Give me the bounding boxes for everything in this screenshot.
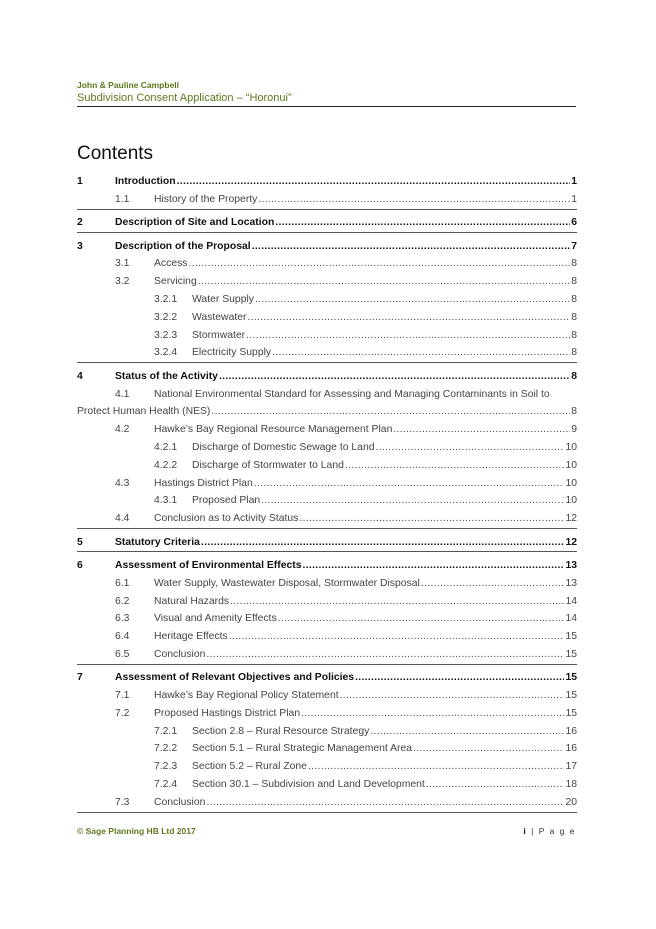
toc-entry-title: Section 5.2 – Rural Zone	[192, 761, 307, 773]
toc-entry-page: 16	[565, 743, 577, 755]
toc-entry-number: 4.2.1	[154, 441, 178, 453]
toc-entry-number: 2	[77, 217, 83, 229]
dot-leader	[272, 344, 570, 362]
toc-entry-number: 7.2.3	[154, 761, 178, 773]
page-number: i	[523, 826, 528, 836]
toc-entry[interactable]	[77, 173, 577, 191]
toc-entry[interactable]	[77, 327, 577, 345]
dot-leader	[278, 610, 565, 628]
toc-entry-page: 10	[565, 477, 577, 489]
dot-leader	[201, 534, 565, 552]
toc-entry-title: Statutory Criteria	[115, 536, 200, 548]
toc-entry-number: 6	[77, 559, 83, 571]
toc-entry-title-continued: Protect Human Health (NES)	[77, 406, 211, 418]
toc-entry[interactable]	[77, 705, 577, 723]
toc-entry-number: 4.1	[115, 388, 130, 400]
toc-entry-page: 14	[565, 613, 577, 625]
toc-entry-title: Section 5.1 – Rural Strategic Management Area	[192, 743, 413, 755]
toc-entry-title: Electricity Supply	[192, 347, 272, 359]
toc-entry-page: 14	[565, 595, 577, 607]
dot-leader	[219, 368, 570, 386]
toc-entry-title: Discharge of Stormwater to Land	[192, 459, 344, 471]
dot-leader	[254, 475, 565, 493]
toc-entry[interactable]	[77, 575, 577, 593]
toc-entry[interactable]	[77, 557, 577, 575]
footer-copyright: © Sage Planning HB Ltd 2017	[77, 826, 196, 836]
toc-entry-title: Assessment of Relevant Objectives and Policies	[115, 672, 355, 684]
dot-leader	[376, 439, 565, 457]
toc-entry[interactable]	[77, 191, 577, 210]
toc-entry-number: 6.5	[115, 648, 130, 660]
toc-entry-number: 4.4	[115, 513, 130, 525]
page-title: Contents	[77, 143, 154, 164]
toc-entry-title: Proposed Hastings District Plan	[154, 707, 301, 719]
toc-entry-title: Access	[154, 258, 188, 270]
toc-entry-page: 8	[571, 406, 577, 418]
dot-leader	[370, 723, 564, 741]
dot-leader	[301, 705, 564, 723]
dot-leader	[206, 794, 564, 812]
dot-leader	[247, 309, 570, 327]
toc-entry-title: Proposed Plan	[192, 495, 261, 507]
toc-entry-title: Section 30.1 – Subdivision and Land Development	[192, 779, 425, 791]
toc-entry-number: 3.2.3	[154, 329, 178, 341]
toc-entry-number: 3.1	[115, 258, 130, 270]
toc-entry-number: 7.1	[115, 690, 130, 702]
toc-entry-number: 1.1	[115, 193, 130, 205]
toc-entry-number: 7.2.2	[154, 743, 178, 755]
dot-leader	[177, 173, 571, 191]
dot-leader	[393, 421, 570, 439]
toc-entry[interactable]	[77, 475, 577, 493]
toc-entry-title: Heritage Effects	[154, 631, 228, 643]
toc-entry[interactable]	[77, 457, 577, 475]
toc-entry[interactable]	[77, 646, 577, 665]
toc-entry-title: Conclusion	[154, 796, 206, 808]
dot-leader	[258, 191, 570, 209]
dot-leader	[275, 214, 570, 232]
toc-entry-page: 8	[571, 276, 577, 288]
toc-entry[interactable]	[77, 238, 577, 256]
dot-leader	[340, 687, 565, 705]
toc-entry-page: 18	[565, 779, 577, 791]
toc-entry-number: 7.3	[115, 796, 130, 808]
toc-entry-number: 4.3.1	[154, 495, 178, 507]
toc-entry-page: 8	[571, 293, 577, 305]
toc-entry-page: 12	[565, 536, 577, 548]
toc-entry[interactable]	[77, 740, 577, 758]
dot-leader	[303, 557, 565, 575]
toc-entry-page: 15	[565, 707, 577, 719]
toc-entry-page: 10	[565, 459, 577, 471]
toc-entry[interactable]	[77, 610, 577, 628]
toc-entry[interactable]	[77, 439, 577, 457]
dot-leader	[189, 255, 571, 273]
dot-leader	[230, 593, 564, 611]
toc-entry-page: 13	[565, 559, 577, 571]
toc-entry-page: 15	[565, 648, 577, 660]
dot-leader	[421, 575, 565, 593]
toc-entry-title: Description of Site and Location	[115, 217, 275, 229]
dot-leader	[345, 457, 565, 475]
toc-entry[interactable]	[77, 723, 577, 741]
dot-leader	[211, 403, 570, 421]
toc-entry-title: History of the Property	[154, 193, 258, 205]
dot-leader	[206, 646, 564, 664]
toc-entry-title: Natural Hazards	[154, 595, 230, 607]
toc-entry[interactable]	[77, 386, 577, 422]
toc-entry-title: Water Supply, Wastewater Disposal, Stormwater Disposal	[154, 577, 420, 589]
toc-entry-page: 7	[571, 240, 577, 252]
toc-entry-title: Status of the Activity	[115, 370, 218, 382]
toc-entry-number: 7.2.4	[154, 779, 178, 791]
toc-entry-number: 7.2	[115, 707, 130, 719]
toc-entry-page: 9	[571, 424, 577, 436]
toc-entry-page: 8	[571, 258, 577, 270]
toc-entry-page: 8	[571, 347, 577, 359]
toc-entry-number: 4	[77, 370, 83, 382]
toc-entry[interactable]	[77, 344, 577, 363]
toc-entry-page: 1	[571, 193, 577, 205]
toc-entry-title: Water Supply	[192, 293, 254, 305]
toc-entry-title: Stormwater	[192, 329, 246, 341]
toc-entry-page: 8	[571, 370, 577, 382]
toc-entry-page: 15	[565, 631, 577, 643]
toc-entry-number: 4.3	[115, 477, 130, 489]
dot-leader	[426, 776, 565, 794]
page-label: P a g e	[538, 826, 576, 836]
toc-entry-number: 7.2.1	[154, 725, 178, 737]
toc-entry-page: 1	[571, 176, 577, 187]
toc-entry-title: Conclusion	[154, 648, 206, 660]
toc-entry-title: Introduction	[115, 176, 176, 187]
toc-entry-number: 4.2.2	[154, 459, 178, 471]
toc-entry-number: 1	[77, 176, 83, 187]
toc-entry[interactable]	[77, 309, 577, 327]
toc-entry-page: 16	[565, 725, 577, 737]
toc-entry[interactable]	[77, 593, 577, 611]
toc-entry-title: Wastewater	[192, 311, 247, 323]
toc-entry[interactable]	[77, 421, 577, 439]
toc-entry-number: 6.1	[115, 577, 130, 589]
toc-entry-title: Servicing	[154, 276, 197, 288]
header-client-name: John & Pauline Campbell	[77, 80, 180, 90]
toc-entry[interactable]	[77, 492, 577, 510]
toc-entry-number: 6.4	[115, 631, 130, 643]
toc-entry-number: 3.2.1	[154, 293, 178, 305]
toc-entry-page: 6	[571, 217, 577, 229]
toc-entry-title: Assessment of Environmental Effects	[115, 559, 302, 571]
dot-leader	[255, 291, 570, 309]
toc-entry-title: Hastings District Plan	[154, 477, 253, 489]
toc-entry[interactable]	[77, 534, 577, 553]
toc-entry-number: 3	[77, 240, 83, 252]
toc-entry[interactable]	[77, 758, 577, 776]
toc-entry-title: Visual and Amenity Effects	[154, 613, 277, 625]
toc-entry-page: 8	[571, 311, 577, 323]
toc-entry-page: 15	[565, 690, 577, 702]
toc-entry-title: Hawke’s Bay Regional Policy Statement	[154, 690, 339, 702]
dot-leader	[413, 740, 564, 758]
dot-leader	[246, 327, 570, 345]
toc-entry-number: 6.3	[115, 613, 130, 625]
toc-entry-number: 4.2	[115, 424, 130, 436]
toc-entry-title: Conclusion as to Activity Status	[154, 513, 299, 525]
toc-entry[interactable]	[77, 510, 577, 529]
toc-entry-title: National Environmental Standard for Assessing and Managing Contaminants in Soil to	[154, 388, 550, 400]
toc-entry-page: 8	[571, 329, 577, 341]
toc-entry-number: 3.2	[115, 276, 130, 288]
dot-leader	[252, 238, 571, 256]
header-application-title: Subdivision Consent Application – “Horonui”	[77, 92, 292, 104]
dot-leader	[299, 510, 564, 528]
toc-entry[interactable]	[77, 776, 577, 794]
toc-entry[interactable]	[77, 273, 577, 291]
toc-entry[interactable]	[77, 255, 577, 273]
toc-entry[interactable]	[77, 214, 577, 233]
toc-entry[interactable]	[77, 669, 577, 687]
toc-entry-number: 6.2	[115, 595, 130, 607]
toc-entry-page: 10	[565, 441, 577, 453]
toc-entry-page: 12	[565, 513, 577, 525]
toc-entry-number: 3.2.4	[154, 347, 178, 359]
toc-entry-page: 17	[565, 761, 577, 773]
dot-leader	[355, 669, 564, 687]
header-divider	[77, 106, 576, 107]
dot-leader	[229, 628, 565, 646]
toc-entry-page: 10	[565, 495, 577, 507]
toc-entry-number: 3.2.2	[154, 311, 178, 323]
dot-leader	[308, 758, 564, 776]
footer-page-number: i | P a g e	[523, 826, 576, 836]
toc-entry-page: 15	[565, 672, 577, 684]
dot-leader	[198, 273, 570, 291]
toc-entry-number: 7	[77, 672, 83, 684]
dot-leader	[261, 492, 564, 510]
toc-entry[interactable]	[77, 368, 577, 386]
toc-entry-page: 13	[565, 577, 577, 589]
toc-entry[interactable]	[77, 291, 577, 309]
toc-entry-title: Section 2.8 – Rural Resource Strategy	[192, 725, 370, 737]
toc-entry-title: Discharge of Domestic Sewage to Land	[192, 441, 375, 453]
toc-entry-number: 5	[77, 536, 83, 548]
toc-entry[interactable]	[77, 794, 577, 813]
toc-entry[interactable]	[77, 687, 577, 705]
toc-entry-page: 20	[565, 796, 577, 808]
table-of-contents	[77, 173, 577, 813]
toc-entry[interactable]	[77, 628, 577, 646]
toc-entry-title: Hawke’s Bay Regional Resource Management Plan	[154, 424, 393, 436]
toc-entry-title: Description of the Proposal	[115, 240, 251, 252]
